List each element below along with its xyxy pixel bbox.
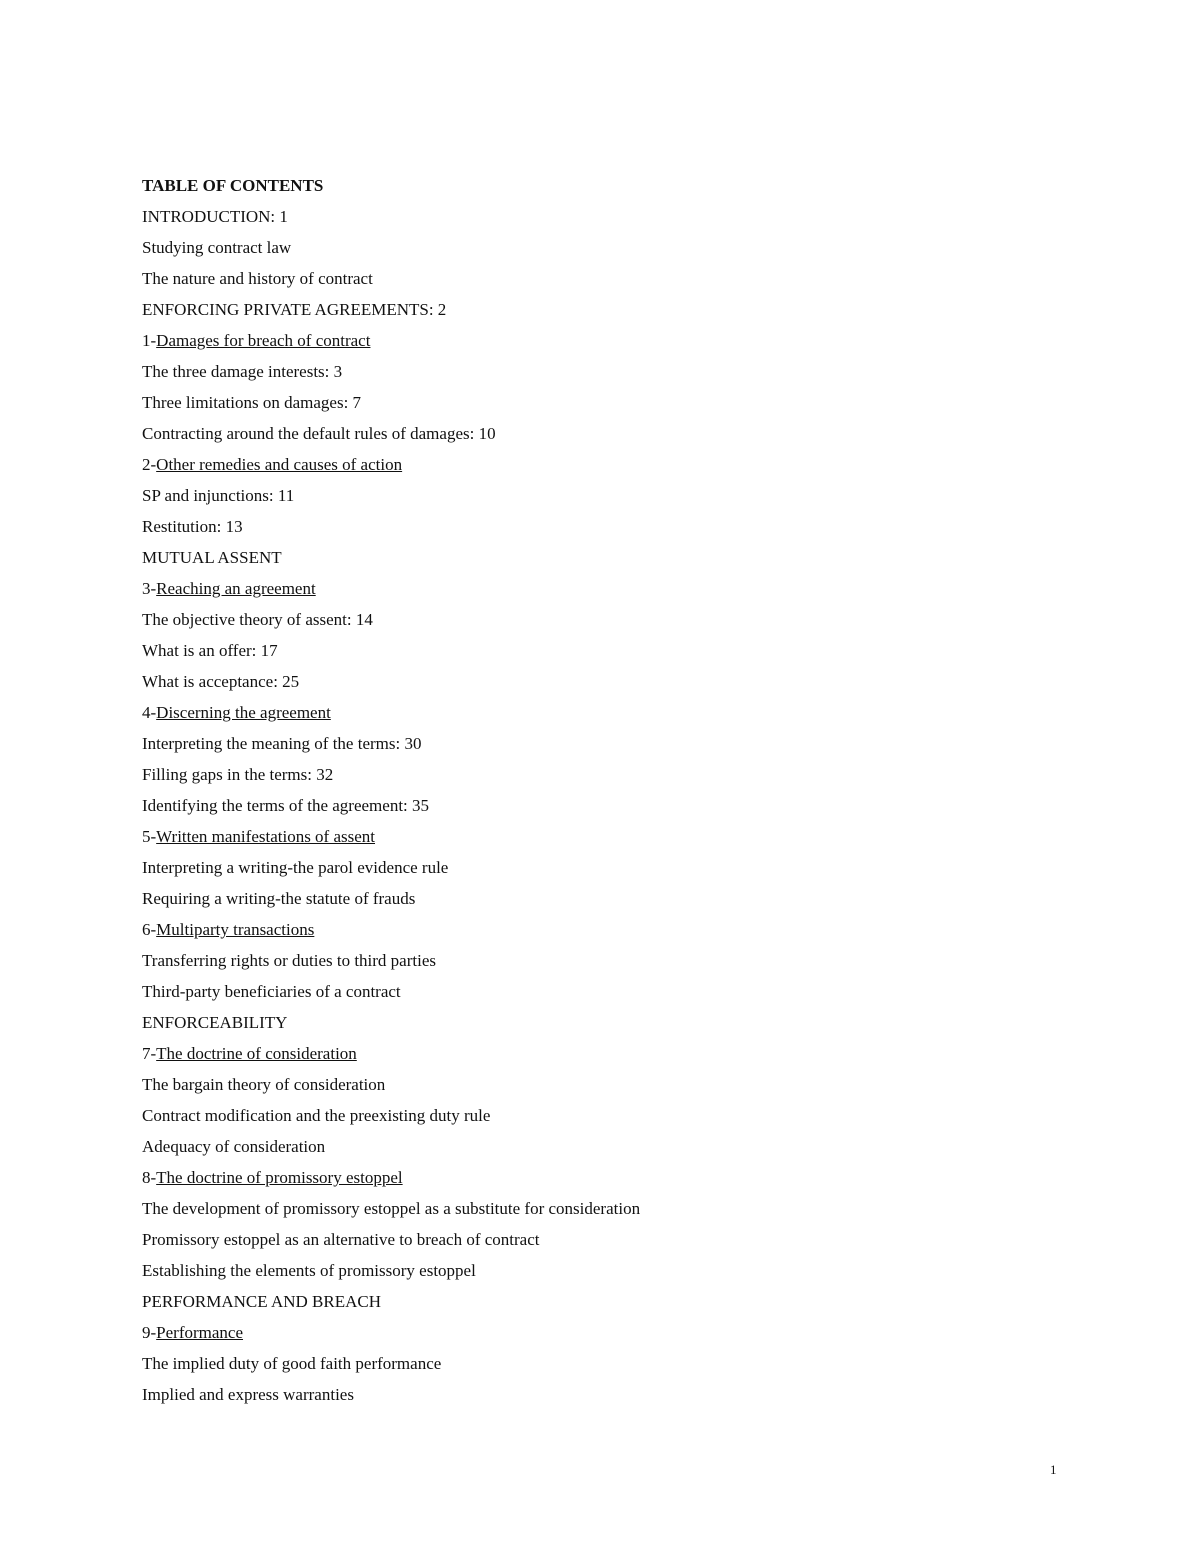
- chapter-number: 7-: [142, 1044, 157, 1063]
- toc-section-heading: ENFORCING PRIVATE AGREEMENTS: 2: [142, 300, 447, 319]
- toc-item: Filling gaps in the terms: 32: [142, 765, 334, 784]
- toc-item: Contracting around the default rules of damages: 10: [142, 424, 496, 443]
- chapter-number: 8-: [142, 1168, 157, 1187]
- toc-chapter-heading: [142, 573, 1042, 604]
- toc-item: The bargain theory of consideration: [142, 1075, 386, 1094]
- toc-item: What is an offer: 17: [142, 641, 278, 660]
- chapter-number: 4-: [142, 703, 157, 722]
- toc-item: The development of promissory estoppel as a substitute for consideration: [142, 1199, 641, 1218]
- toc-item: Interpreting the meaning of the terms: 30: [142, 734, 422, 753]
- chapter-number: 3-: [142, 579, 157, 598]
- toc-item: Establishing the elements of promissory estoppel: [142, 1261, 476, 1280]
- toc-chapter-heading: [142, 1038, 1042, 1069]
- toc-item: Contract modification and the preexisting duty rule: [142, 1106, 491, 1125]
- chapter-title: Multiparty transactions: [156, 920, 315, 939]
- toc-chapter-heading: [142, 1162, 1042, 1193]
- toc-chapter-heading: [142, 449, 1042, 480]
- toc-item: Transferring rights or duties to third parties: [142, 951, 436, 970]
- toc-chapter-heading: [142, 821, 1042, 852]
- toc-section-heading: MUTUAL ASSENT: [142, 548, 282, 567]
- toc-item: Studying contract law: [142, 238, 292, 257]
- chapter-number: 9-: [142, 1323, 157, 1342]
- chapter-title: Reaching an agreement: [156, 579, 316, 598]
- toc-item: Implied and express warranties: [142, 1385, 354, 1404]
- toc-chapter-heading: [142, 325, 1042, 356]
- table-of-contents: [142, 170, 1042, 1410]
- toc-chapter-heading: [142, 914, 1042, 945]
- chapter-title: Damages for breach of contract: [156, 331, 371, 350]
- chapter-number: 5-: [142, 827, 157, 846]
- toc-item: The three damage interests: 3: [142, 362, 343, 381]
- toc-item: Restitution: 13: [142, 517, 243, 536]
- toc-item: SP and injunctions: 11: [142, 486, 295, 505]
- toc-entries: [142, 201, 1042, 1410]
- toc-item: Interpreting a writing-the parol evidence rule: [142, 858, 449, 877]
- toc-item: The objective theory of assent: 14: [142, 610, 373, 629]
- toc-item: Adequacy of consideration: [142, 1137, 326, 1156]
- chapter-title: Performance: [156, 1323, 244, 1342]
- page-number: 1: [1050, 1462, 1057, 1477]
- toc-section-heading: PERFORMANCE AND BREACH: [142, 1292, 381, 1311]
- chapter-title: The doctrine of promissory estoppel: [156, 1168, 403, 1187]
- toc-item: Promissory estoppel as an alternative to breach of contract: [142, 1230, 540, 1249]
- toc-item: Third-party beneficiaries of a contract: [142, 982, 401, 1001]
- toc-item: Identifying the terms of the agreement: 35: [142, 796, 430, 815]
- toc-section-heading: INTRODUCTION: 1: [142, 207, 288, 226]
- toc-title: TABLE OF CONTENTS: [142, 176, 324, 195]
- chapter-title: Discerning the agreement: [156, 703, 331, 722]
- chapter-number: 1-: [142, 331, 157, 350]
- toc-chapter-heading: [142, 1317, 1042, 1348]
- chapter-title: Other remedies and causes of action: [156, 455, 403, 474]
- chapter-number: 2-: [142, 455, 157, 474]
- toc-item: Requiring a writing-the statute of frauds: [142, 889, 416, 908]
- toc-section-heading: ENFORCEABILITY: [142, 1013, 288, 1032]
- toc-item: The nature and history of contract: [142, 269, 373, 288]
- chapter-title: Written manifestations of assent: [156, 827, 376, 846]
- chapter-title: The doctrine of consideration: [156, 1044, 357, 1063]
- chapter-number: 6-: [142, 920, 157, 939]
- toc-item: The implied duty of good faith performance: [142, 1354, 442, 1373]
- toc-item: What is acceptance: 25: [142, 672, 300, 691]
- toc-item: Three limitations on damages: 7: [142, 393, 362, 412]
- toc-chapter-heading: [142, 697, 1042, 728]
